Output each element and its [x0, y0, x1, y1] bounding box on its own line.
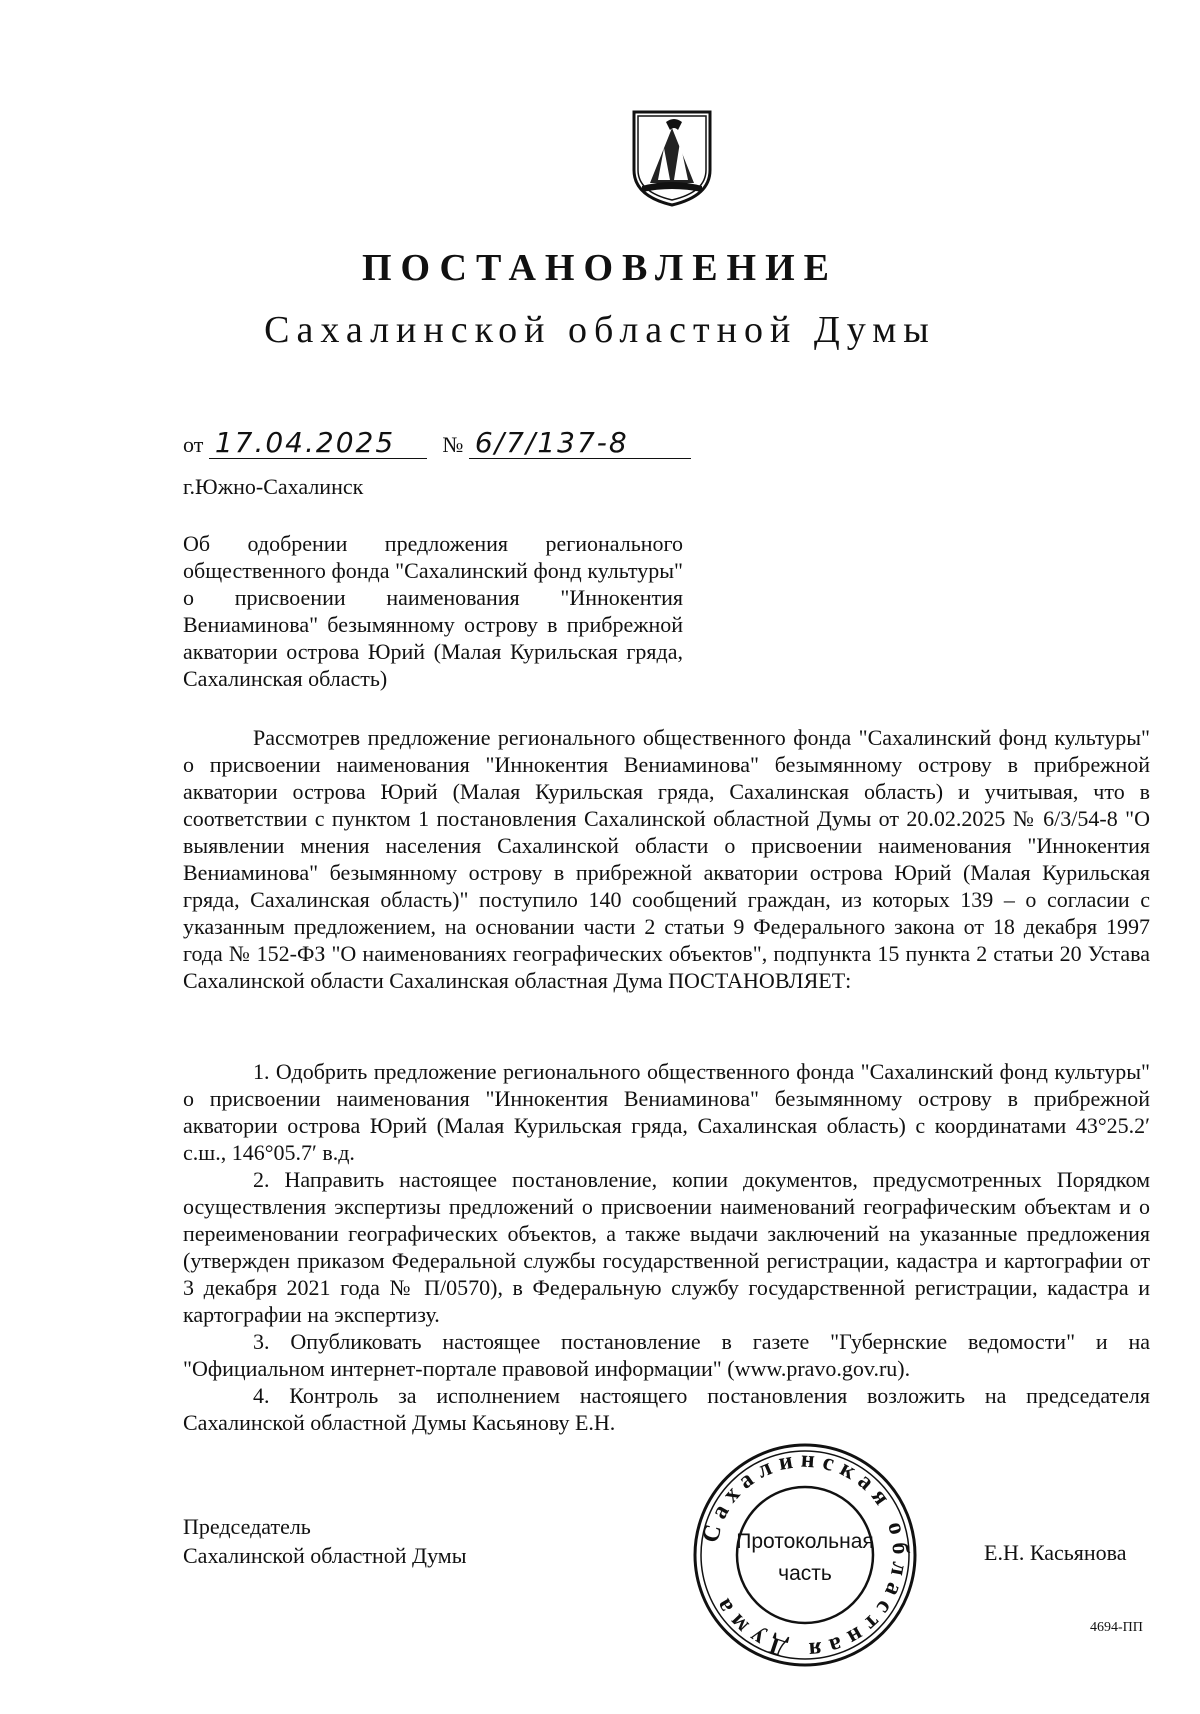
coat-of-arms-emblem — [630, 108, 714, 208]
resolution-item-3: 3. Опубликовать настоящее постановление в газете "Губернские ведомости" и на "Официальном интернет-портале правовой информации" (www.pravo.gov.ru). — [183, 1329, 1150, 1381]
stamp-center-line-2: часть — [778, 1562, 832, 1585]
preamble-block — [183, 724, 1150, 994]
svg-text:Сахалинская областная Дума — [698, 1447, 914, 1664]
document-reference: 4694-ПП — [1090, 1620, 1143, 1635]
document-subject: Об одобрении предложения регионального общественного фонда "Сахалинский фонд культуры" о присвоении наименования "Иннокентия Вениаминова" безымянному острову в прибрежной акватории острова Юрий (Малая Курильская гряда, Сахалинская область) — [183, 531, 683, 691]
stamp-center-line-1: Протокольная — [736, 1530, 874, 1553]
date-prefix: от — [183, 432, 204, 457]
resolution-item-2: 2. Направить настоящее постановление, копии документов, предусмотренных Порядком осуществления экспертизы предложений о присвоении наименований географическим объектам и о переименовании географических объектов, а также выдачи заключений на указанные предложения (утвержден приказом Федеральной службы государственной регистрации, кадастра и картографии от 3 декабря 2021 года № П/0570), в Федеральную службу государственной регистрации, кадастра и картографии на экспертизу. — [183, 1167, 1150, 1327]
number-value: 6/7/137-8 — [469, 428, 691, 459]
resolution-item-1: 1. Одобрить предложение регионального общественного фонда "Сахалинский фонд культуры" о присвоении наименования "Иннокентия Вениаминова" безымянному острову в прибрежной акватории острова Юрий (Малая Курильская гряда, Сахалинская область) с координатами 43°25.2′ с.ш., 146°05.7′ в.д. — [183, 1059, 1150, 1165]
position-line-1: Председатель — [183, 1514, 311, 1539]
position-line-2: Сахалинской областной Думы — [183, 1543, 467, 1568]
document-subtitle: Сахалинской областной Думы — [264, 309, 936, 351]
coat-of-arms-icon — [630, 108, 714, 208]
document-title: ПОСТАНОВЛЕНИЕ — [361, 247, 839, 289]
stamp-seal-icon — [690, 1440, 920, 1670]
resolution-items — [183, 1058, 1150, 1436]
preamble-paragraph: Рассмотрев предложение регионального общественного фонда "Сахалинский фонд культуры" о присвоении наименования "Иннокентия Вениаминова" безымянному острову в прибрежной акватории острова Юрий (Малая Курильская гряда, Сахалинская область) и учитывая, что в соответствии с пунктом 1 постановления Сахалинской областной Думы от 20.02.2025 № 6/3/54-8 "О выявлении мнения населения Сахалинской области о присвоении наименования "Иннокентия Вениаминова" безымянному острову в прибрежной акватории острова Юрий (Малая Курильская гряда, Сахалинская область)" поступило 140 сообщений граждан, из которых 139 – о согласии с указанным предложением, на основании части 2 статьи 9 Федерального закона от 18 декабря 1997 года № 152-ФЗ "О наименованиях географических объектов", подпункта 15 пункта 2 статьи 20 Устава Сахалинской области Сахалинская областная Дума ПОСТАНОВЛЯЕТ: — [183, 725, 1150, 993]
stamp-ring-text: Сахалинская областная Дума — [697, 1446, 914, 1664]
resolution-item-4: 4. Контроль за исполнением настоящего постановления возложить на председателя Сахалинской областной Думы Касьянову Е.Н. — [183, 1383, 1150, 1435]
number-prefix: № — [442, 432, 464, 457]
date-number-line — [183, 428, 691, 459]
signatory-position — [183, 1512, 466, 1570]
date-value: 17.04.2025 — [209, 428, 427, 459]
official-stamp — [690, 1440, 920, 1670]
city: г.Южно-Сахалинск — [183, 474, 364, 499]
signatory-name: Е.Н. Касьянова — [984, 1540, 1127, 1565]
